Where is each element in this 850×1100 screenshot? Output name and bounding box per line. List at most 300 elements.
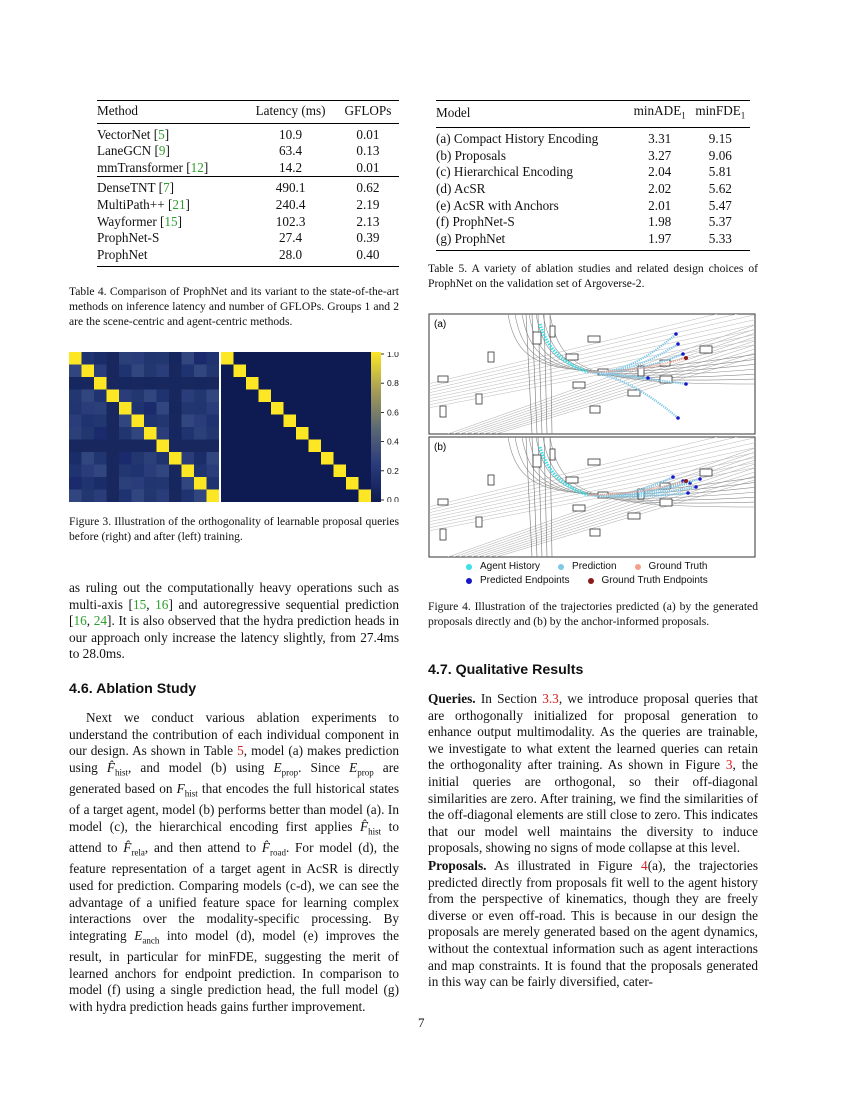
heatmap-cell <box>157 490 170 503</box>
heatmap-cell <box>82 390 95 403</box>
heatmap-cell <box>107 452 120 465</box>
vehicle-box <box>588 336 600 342</box>
paragraph-latency: as ruling out the computationally heavy operations such as multi-axis [15, 16] and autoregressive sequential prediction [16, 24]. It is also observed that the hydra prediction heads in our approach only increase the latency slightly, from 27.4ms to 28.0ms. <box>69 580 400 662</box>
t5-minfde: 5.81 <box>708 164 732 180</box>
heatmap-cell <box>82 452 95 465</box>
t4-gflops: 0.39 <box>356 230 380 246</box>
legend-predicted-endpoints <box>466 575 570 586</box>
t4-method: DenseTNT [7] <box>97 180 175 196</box>
heatmap-cell <box>69 415 82 428</box>
vehicle-box <box>573 505 585 511</box>
vehicle-box <box>628 513 640 519</box>
figure-3-heatmaps <box>69 352 409 502</box>
heatmap-cell <box>207 377 220 390</box>
t5-minfde: 5.37 <box>708 214 732 230</box>
heatmap-cell <box>107 365 120 378</box>
heatmap-cell <box>107 477 120 490</box>
heatmap-cell <box>107 490 120 503</box>
colorbar-tick-label: 1.0 <box>387 352 399 359</box>
table-5 <box>436 100 750 251</box>
heatmap-cell <box>207 477 220 490</box>
heatmap-cell <box>107 465 120 478</box>
heatmap-cell <box>182 440 195 453</box>
panel-label: (a) <box>434 319 447 330</box>
t5-header-model: Model <box>436 105 471 121</box>
vehicle-box <box>566 477 578 483</box>
heatmap-cell <box>132 452 145 465</box>
heatmap-cell <box>119 427 132 440</box>
heatmap-cell <box>182 352 195 365</box>
table-row <box>97 214 399 231</box>
vehicle-box <box>573 382 585 388</box>
heatmap-cell <box>82 415 95 428</box>
heatmap-diag-cell <box>321 452 334 465</box>
section-4-7-heading: 4.7. Qualitative Results <box>428 662 584 678</box>
heatmap-cell <box>182 415 195 428</box>
legend-prediction-label: Prediction <box>572 561 617 572</box>
heatmap-cell <box>119 477 132 490</box>
vehicle-box <box>700 469 712 476</box>
heatmap-cell <box>157 390 170 403</box>
heatmap-cell <box>119 452 132 465</box>
legend-ground-truth <box>635 561 708 572</box>
heatmap-diag-cell <box>169 452 182 465</box>
heatmap-cell <box>94 390 107 403</box>
heatmap-cell <box>94 465 107 478</box>
table-4-grid <box>97 100 399 267</box>
t5-model: (a) Compact History Encoding <box>436 131 599 147</box>
heatmap-diag-cell <box>234 365 247 378</box>
heatmap-cell <box>69 490 82 503</box>
heatmap-cell <box>157 452 170 465</box>
heatmap-cell <box>157 415 170 428</box>
heatmap-cell <box>157 352 170 365</box>
heatmap-cell <box>194 452 207 465</box>
heatmap-cell <box>182 477 195 490</box>
t4-header-gflops: GFLOPs <box>344 103 392 118</box>
heatmap-cell <box>82 402 95 415</box>
legend-gt-endpoints-dot <box>588 578 594 584</box>
heatmap-cell <box>69 377 82 390</box>
colorbar-tick-label: 0.4 <box>387 436 399 447</box>
heatmap-cell <box>207 415 220 428</box>
heatmap-cell <box>132 477 145 490</box>
heatmap-cell <box>69 427 82 440</box>
heatmap-diag-cell <box>271 402 284 415</box>
paragraph-queries: Queries. In Section 3.3, we introduce proposal queries that are orthogonally initialized for proposal generation to enhance output multimodality. As the queries are trainable, we investigate to what extent the learned queries can retain the orthogonality after training. As shown in Figure 3, the initial queries are orthogonal, so their off-diagonal similarities are zero. After training, we find the similarities of the off-diagonal elements are still close to zero. This indicates that our model well maintains the diversity to induce proposals, showing no signs of mode collapse at this level. <box>428 691 758 856</box>
legend-agent-history <box>466 561 540 572</box>
vehicle-box <box>660 499 672 506</box>
t4-method: LaneGCN [9] <box>97 143 170 159</box>
heatmap-diag-cell <box>107 390 120 403</box>
t4-latency: 240.4 <box>275 196 306 212</box>
heatmap-cell <box>169 377 182 390</box>
t4-gflops: 0.13 <box>356 143 380 159</box>
heatmap-cell <box>169 365 182 378</box>
t5-minade: 3.31 <box>648 131 672 147</box>
heatmap-cell <box>132 440 145 453</box>
heatmap-cell <box>69 390 82 403</box>
vehicle-box <box>440 406 446 417</box>
legend-gt-endpoints-label: Ground Truth Endpoints <box>601 575 708 586</box>
vehicle-box <box>476 394 482 404</box>
heatmap-cell <box>182 402 195 415</box>
heatmap-cell <box>82 427 95 440</box>
heatmap-cell <box>94 365 107 378</box>
heatmap-cell <box>94 427 107 440</box>
heatmap-cell <box>94 440 107 453</box>
table-row <box>436 214 750 231</box>
heatmap-cell <box>169 440 182 453</box>
t4-method: VectorNet [5] <box>97 126 170 142</box>
heatmap-cell <box>144 490 157 503</box>
heatmap-cell <box>82 477 95 490</box>
colorbar-tick-label: 0.2 <box>387 465 399 476</box>
t5-minade: 1.98 <box>648 214 672 230</box>
t5-minade: 2.04 <box>648 164 672 180</box>
t5-minade: 1.97 <box>648 230 672 246</box>
legend-agent-history-label: Agent History <box>480 561 541 572</box>
heatmap-cell <box>69 440 82 453</box>
heatmap-cell <box>207 352 220 365</box>
heatmap-cell <box>169 390 182 403</box>
heatmap-cell <box>194 490 207 503</box>
heatmap-cell <box>169 352 182 365</box>
heatmap-cell <box>82 465 95 478</box>
table-row <box>436 231 750 251</box>
heatmap-cell <box>194 415 207 428</box>
heatmap-diag-cell <box>346 477 359 490</box>
t4-latency: 10.9 <box>279 126 303 142</box>
vehicle-box <box>660 376 672 383</box>
heatmap-cell <box>119 365 132 378</box>
predicted-endpoint <box>646 376 650 380</box>
t5-minade: 2.01 <box>648 197 672 213</box>
heatmap-cell <box>132 465 145 478</box>
heatmap-cell <box>194 390 207 403</box>
heatmap-cell <box>207 452 220 465</box>
heatmap-diag-cell <box>309 440 322 453</box>
t5-header-minfde-text: minFDE <box>695 103 741 118</box>
colorbar-tick-label: 0.0 <box>387 495 399 502</box>
figure-3-caption: Figure 3. Illustration of the orthogonality of learnable proposal queries before (right) and after (left) training. <box>69 515 399 543</box>
vehicle-box <box>566 354 578 360</box>
heatmap-cell <box>207 427 220 440</box>
t5-model: (c) Hierarchical Encoding <box>436 164 573 180</box>
ground-truth-endpoint <box>684 356 688 360</box>
heatmap-diag-cell <box>246 377 259 390</box>
figure-4-legend <box>466 561 756 586</box>
t5-model: (e) AcSR with Anchors <box>436 197 559 213</box>
table-row <box>97 230 399 247</box>
predicted-endpoint <box>676 342 680 346</box>
heatmap-cell <box>107 402 120 415</box>
t5-model: (b) Proposals <box>436 147 506 163</box>
heatmap-cell <box>182 390 195 403</box>
heatmap-cell <box>194 352 207 365</box>
heatmap-cell <box>82 352 95 365</box>
heatmap-cell <box>132 390 145 403</box>
predicted-endpoint <box>681 352 685 356</box>
heatmap-cell <box>119 415 132 428</box>
heatmap-cell <box>169 465 182 478</box>
t4-method: Wayformer [15] <box>97 213 183 229</box>
t5-header-minade-sub: 1 <box>681 110 686 121</box>
heatmap-cell <box>157 365 170 378</box>
t4-latency: 28.0 <box>279 246 303 262</box>
vehicle-box <box>590 529 600 536</box>
heatmap-diag-cell <box>334 465 347 478</box>
heatmap-cell <box>194 427 207 440</box>
table-5-caption: Table 5. A variety of ablation studies and related design choices of ProphNet on the validation set of Argoverse-2. <box>428 262 758 290</box>
heatmap-cell <box>132 427 145 440</box>
heatmap-cell <box>119 490 132 503</box>
table-row <box>436 148 750 165</box>
heatmap-cell <box>207 402 220 415</box>
legend-predicted-endpoints-label: Predicted Endpoints <box>480 575 570 586</box>
vehicle-box <box>488 352 494 362</box>
t4-latency: 14.2 <box>279 159 303 175</box>
t5-minfde: 5.62 <box>708 181 732 197</box>
heatmap-cell <box>107 415 120 428</box>
t5-model: (f) ProphNet-S <box>436 214 515 230</box>
heatmap-cell <box>157 427 170 440</box>
heatmap-cell <box>107 377 120 390</box>
vehicle-box <box>588 459 600 465</box>
t5-model: (g) ProphNet <box>436 230 506 246</box>
heatmap-diag-cell <box>182 465 195 478</box>
colorbar <box>371 352 381 502</box>
t4-gflops: 2.19 <box>356 196 380 212</box>
t4-gflops: 0.01 <box>356 126 380 142</box>
colorbar-tick-label: 0.8 <box>387 378 399 389</box>
legend-ground-truth-dot <box>635 564 641 570</box>
t5-header-minade-text: minADE <box>633 103 682 118</box>
table-row <box>97 160 399 177</box>
table-row <box>97 143 399 160</box>
paragraph-ablation: Next we conduct various ablation experiments to understand the contribution of each individual component in our design. As shown in Table 5, model (a) makes prediction using $F̂_{hist}$, and model (b) using $E_{prop}$. Since $E_{prop}$ are generated based on $F_{hist}$ that encodes the full historical states of a target agent, model (b) performs better than model (a). In model (c), the hierarchical encoding first applies $F̂_{hist}$ to attend to $F̂_{rela}$, and then attend to $F̂_{road}$. For model (d), the feature representation of a target agent in AcSR is directly used for prediction. Comparing models (c-d), we can see the advantage of a unified feature space for learning complex interactions over the modality-specific processing. By integrating $E_{anch}$ into model (d), model (e) improves the result, in particular for minFDE, suggesting the merit of learned anchors for endpoint prediction. In comparison to model (f) using a single prediction head, the full model (g) with hydra prediction heads gains further improvement. <box>69 710 400 1014</box>
heatmap-cell <box>157 402 170 415</box>
heatmap-cell <box>119 440 132 453</box>
heatmap-cell <box>194 402 207 415</box>
table-row <box>97 197 399 214</box>
predicted-endpoint <box>686 491 690 495</box>
heatmap-diag-cell <box>119 402 132 415</box>
heatmap-cell <box>119 465 132 478</box>
heatmap-cell <box>182 377 195 390</box>
heatmap-diag-cell <box>296 427 309 440</box>
heatmap-cell <box>94 452 107 465</box>
vehicle-box <box>438 376 448 382</box>
vehicle-box <box>533 332 541 344</box>
heatmap-cell <box>207 440 220 453</box>
heatmap-cell <box>144 477 157 490</box>
t5-minfde: 5.33 <box>708 230 732 246</box>
table-4 <box>97 100 399 267</box>
vehicle-box <box>440 529 446 540</box>
heatmap-cell <box>119 390 132 403</box>
heatmap-cell <box>169 402 182 415</box>
ground-truth-endpoint <box>684 479 688 483</box>
heatmap-cell <box>82 440 95 453</box>
t4-header-latency: Latency (ms) <box>255 103 326 118</box>
t4-latency: 490.1 <box>275 180 306 196</box>
legend-ground-truth-label: Ground Truth <box>648 561 708 572</box>
vehicle-box <box>438 499 448 505</box>
proposals-head: Proposals. <box>428 858 487 873</box>
heatmap-cell <box>144 465 157 478</box>
t4-gflops: 0.62 <box>356 180 380 196</box>
queries-head: Queries. <box>428 691 476 706</box>
heatmap-cell <box>69 477 82 490</box>
t5-header-minfde-sub: 1 <box>740 110 746 121</box>
heatmap-cell <box>144 415 157 428</box>
t5-minfde: 5.47 <box>708 197 732 213</box>
trajectory-panel <box>429 314 755 434</box>
table-row <box>436 198 750 215</box>
heatmap-cell <box>94 490 107 503</box>
heatmap-cell <box>182 365 195 378</box>
heatmap-diag-cell <box>132 415 145 428</box>
heatmap-cell <box>169 427 182 440</box>
section-4-6-heading: 4.6. Ablation Study <box>69 681 197 697</box>
t5-minade: 2.02 <box>648 181 672 197</box>
figure-4 <box>428 312 758 602</box>
table-row <box>436 164 750 181</box>
t4-method: ProphNet <box>97 246 148 262</box>
t5-minfde: 9.06 <box>708 147 732 163</box>
heatmap-cell <box>94 402 107 415</box>
heatmap-cell <box>69 465 82 478</box>
heatmap-cell <box>169 477 182 490</box>
t4-gflops: 2.13 <box>356 213 380 229</box>
heatmap-diag-cell <box>359 490 372 503</box>
heatmap-diag-cell <box>284 415 297 428</box>
heatmap-cell <box>82 377 95 390</box>
vehicle-box <box>476 517 482 527</box>
heatmap-cell <box>132 352 145 365</box>
heatmap-cell <box>107 427 120 440</box>
heatmap-cell <box>132 402 145 415</box>
heatmap-cell <box>69 365 82 378</box>
heatmap-cell <box>194 465 207 478</box>
legend-prediction-dot <box>558 564 564 570</box>
t4-gflops: 0.40 <box>356 246 380 262</box>
figure-4-trajectories <box>428 312 758 602</box>
heatmap-diag-cell <box>94 377 107 390</box>
t5-minade: 3.27 <box>648 147 672 163</box>
heatmap-cell <box>157 465 170 478</box>
heatmap-diag-cell <box>82 365 95 378</box>
heatmap-cell <box>169 415 182 428</box>
t4-gflops: 0.01 <box>356 159 380 175</box>
heatmap-cell <box>182 490 195 503</box>
heatmap-cell <box>182 452 195 465</box>
paragraph-proposals: Proposals. As illustrated in Figure 4(a), the trajectories predicted directly from proposals fit well to the agent history from the perspective of kinematics, though they are freely diverse or even off-road. This is because in our design the proposals are merely generated based on the agent dynamics, without the contextual information such as agent interactions and map constraints. It is found that the proposals generated in this way can be fairly diversified, cater- <box>428 858 758 990</box>
heatmap-cell <box>182 427 195 440</box>
heatmap-cell <box>144 352 157 365</box>
heatmap-cell <box>207 365 220 378</box>
legend-agent-history-dot <box>466 564 472 570</box>
t4-latency: 63.4 <box>279 143 303 159</box>
heatmap-cell <box>107 440 120 453</box>
heatmap-cell <box>144 440 157 453</box>
vehicle-box <box>488 475 494 485</box>
legend-predicted-endpoints-dot <box>466 578 472 584</box>
heatmap-cell <box>144 390 157 403</box>
predicted-endpoint <box>694 485 698 489</box>
t4-header-method: Method <box>97 103 139 118</box>
heatmap-diag-cell <box>157 440 170 453</box>
heatmap-cell <box>169 490 182 503</box>
table-row <box>436 181 750 198</box>
trajectory-panel <box>429 437 755 557</box>
vehicle-box <box>590 406 600 413</box>
heatmap-cell <box>194 377 207 390</box>
heatmap-cell <box>69 452 82 465</box>
heatmap-cell <box>132 377 145 390</box>
heatmap-cell <box>107 352 120 365</box>
table-row <box>97 177 399 197</box>
figure-4-caption: Figure 4. Illustration of the trajectories predicted (a) by the generated proposals directly and (b) by the anchor-informed proposals. <box>428 600 758 628</box>
heatmap-cell <box>194 365 207 378</box>
predicted-endpoint <box>671 475 675 479</box>
heatmap-cell <box>144 402 157 415</box>
heatmap-cell <box>144 452 157 465</box>
legend-gt-endpoints <box>588 575 708 586</box>
heatmap-diag-cell <box>144 427 157 440</box>
heatmap-diag-cell <box>259 390 272 403</box>
heatmap-diag-cell <box>194 477 207 490</box>
t4-method: MultiPath++ [21] <box>97 196 190 212</box>
heatmap-cell <box>94 352 107 365</box>
heatmap-cell <box>119 377 132 390</box>
table-row <box>97 247 399 267</box>
page-number: 7 <box>418 1015 425 1030</box>
heatmap-cell <box>132 365 145 378</box>
heatmap-diag-cell <box>207 490 220 503</box>
predicted-endpoint <box>676 416 680 420</box>
heatmap-cell <box>132 490 145 503</box>
table-row <box>436 128 750 148</box>
table-4-caption: Table 4. Comparison of ProphNet and its variant to the state-of-the-art methods on inference latency and number of GFLOPs. Groups 1 and 2 are the scene-centric and agent-centric methods. <box>69 285 399 328</box>
predicted-endpoint <box>684 382 688 386</box>
heatmap-cell <box>94 415 107 428</box>
predicted-endpoint <box>674 332 678 336</box>
heatmap-cell <box>144 377 157 390</box>
t4-method: mmTransformer [12] <box>97 159 209 175</box>
t5-header-minfde <box>691 101 750 128</box>
heatmap-cell <box>69 402 82 415</box>
heatmap-cell <box>194 440 207 453</box>
figure-3 <box>69 352 409 502</box>
t5-model: (d) AcSR <box>436 181 486 197</box>
vehicle-box <box>700 346 712 353</box>
heatmap-cell <box>157 477 170 490</box>
colorbar-tick-label: 0.6 <box>387 407 399 418</box>
heatmap-cell <box>144 365 157 378</box>
t5-minfde: 9.15 <box>708 131 732 147</box>
heatmap-diag-cell <box>69 352 82 365</box>
vehicle-box <box>550 449 555 460</box>
t5-header-minade <box>629 101 691 128</box>
table-row <box>97 123 399 143</box>
heatmap-cell <box>207 465 220 478</box>
vehicle-box <box>533 455 541 467</box>
heatmap-cell <box>119 352 132 365</box>
heatmap-diag-cell <box>221 352 234 365</box>
predicted-endpoint <box>698 477 702 481</box>
